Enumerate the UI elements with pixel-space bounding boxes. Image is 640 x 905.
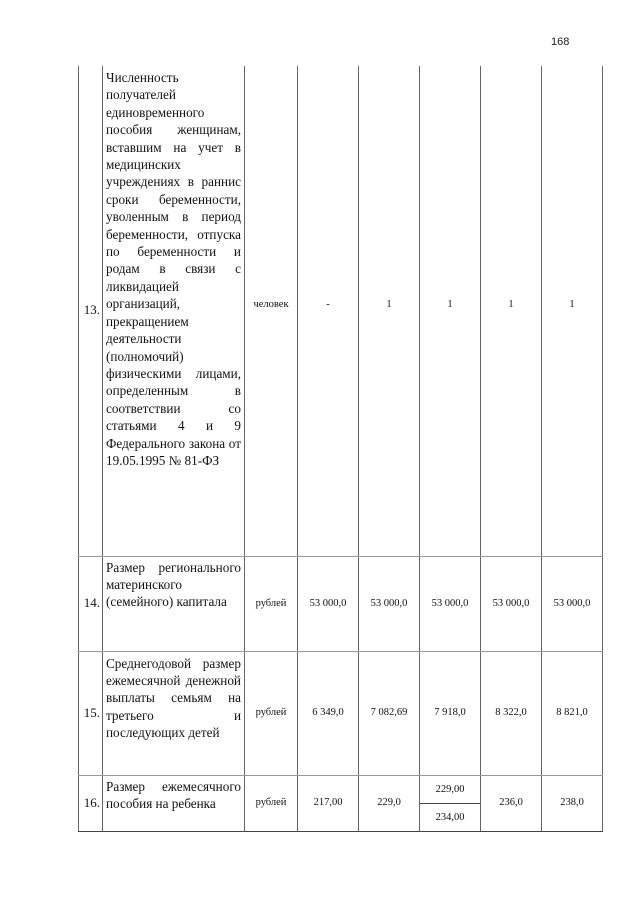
- value-cell: 8 821,0: [542, 651, 603, 775]
- row-unit: рублей: [245, 556, 298, 651]
- value-cell: 53 000,0: [542, 556, 603, 651]
- page-number: 168: [551, 36, 570, 48]
- value-cell: 1: [447, 298, 453, 310]
- value-cell: 6 349,0: [298, 651, 359, 775]
- value-cell: 236,0: [481, 775, 542, 831]
- table-row: [79, 66, 603, 556]
- value-cell: 8 322,0: [481, 651, 542, 775]
- value-cell: 53 000,0: [481, 556, 542, 651]
- value-cell: -: [326, 298, 330, 310]
- table-row: [79, 775, 603, 831]
- row-unit: рублей: [245, 775, 298, 831]
- row-unit: человек: [253, 298, 289, 310]
- value-cell: 1: [569, 298, 575, 310]
- row-number: 14.: [79, 556, 103, 651]
- split-value-bottom: 234,00: [435, 811, 465, 823]
- table-row: [79, 651, 603, 775]
- value-cell: 217,00: [298, 775, 359, 831]
- value-cell: 7 918,0: [420, 651, 481, 775]
- row-description: Среднегодовой размер ежемесячной денежной выплаты семьям на третьего и последующих детей: [103, 651, 245, 775]
- value-cell: 53 000,0: [298, 556, 359, 651]
- value-cell: 1: [386, 298, 392, 310]
- row-description: Численность получателей единовременного пособия женщинам, вставшим на учет в медицинских учреждениях в раннис сроки беременности, уволенным в период беременности, отпуска по беременности и родам в связи с ликвидацией организаций, прекращением деятельности (полномочий) физическими лицами, определенным в соответствии со статьями 4 и 9 Федерального закона от 19.05.1995 № 81-ФЗ: [103, 66, 245, 556]
- value-cell: 53 000,0: [420, 556, 481, 651]
- value-cell: 238,0: [542, 775, 603, 831]
- row-description: Размер ежемесячного пособия на ребенка: [103, 775, 245, 831]
- value-cell: 1: [508, 298, 514, 310]
- row-description: Размер регионального материнского (семейного) капитала: [103, 556, 245, 651]
- row-number: 13.: [79, 66, 103, 556]
- row-number: 15.: [79, 651, 103, 775]
- row-number: 16.: [79, 775, 103, 831]
- row-unit: рублей: [245, 651, 298, 775]
- data-table: [78, 66, 603, 832]
- split-value-top: 229,00: [420, 776, 480, 804]
- table-row: [79, 556, 603, 651]
- split-value-cell: [420, 775, 481, 831]
- value-cell: 53 000,0: [359, 556, 420, 651]
- value-cell: 7 082,69: [359, 651, 420, 775]
- value-cell: 229,0: [359, 775, 420, 831]
